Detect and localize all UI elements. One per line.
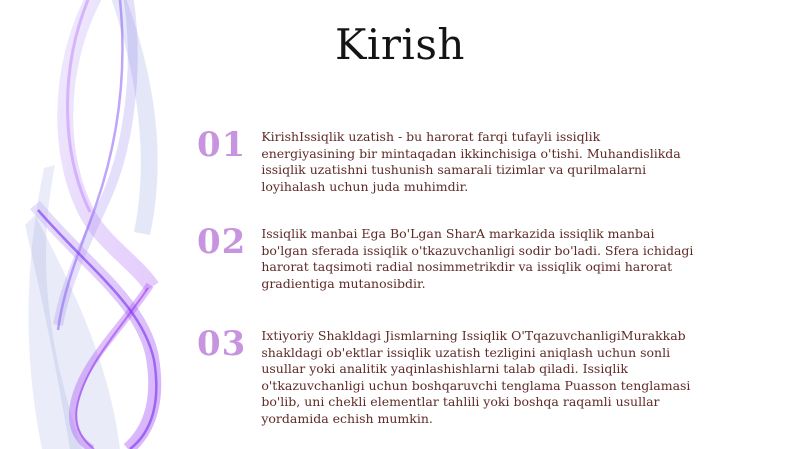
item-number-2: 02 (197, 222, 247, 262)
item-text-1: KirishIssiqlik uzatish - bu harorat farqi tufayli issiqlik energiyasining bir mintaqadan ikkinchisiga o'tishi. Muhandislikda issiqlik uzatishni tushunish samarali tizimlar va qurilmalarni loyihalash uchun juda muhimdir. (261, 129, 681, 194)
list-item-3 (197, 324, 697, 428)
item-number-1: 01 (197, 125, 247, 165)
list-item-2 (197, 222, 697, 292)
item-text-3: Ixtiyoriy Shakldagi Jismlarning Issiqlik O'TqazuvchanligiMurakkab shakldagi ob'ektlar issiqlik uzatish tezligini aniqlash uchun sonli usullar yoki analitik yaqinlashishlarni talab qiladi. Issiqlik o'tkazuvchanligi uchun boshqaruvchi tenglama Puasson tenglamasi bo'lib, uni chekli elementlar tahlili yoki boshqa raqamli usullar yordamida echish mumkin. (261, 328, 691, 426)
list-item-1 (197, 125, 697, 195)
item-text-2: Issiqlik manbai Ega Bo'Lgan SharA markazida issiqlik manbai bo'lgan sferada issiqlik o'tkazuvchanligi sodir bo'ladi. Sfera ichidagi harorat taqsimoti radial nosimmetrikdir va issiqlik oqimi harorat gradientiga mutanosibdir. (261, 226, 694, 291)
item-number-3: 03 (197, 324, 247, 364)
page-title: Kirish (335, 20, 465, 69)
